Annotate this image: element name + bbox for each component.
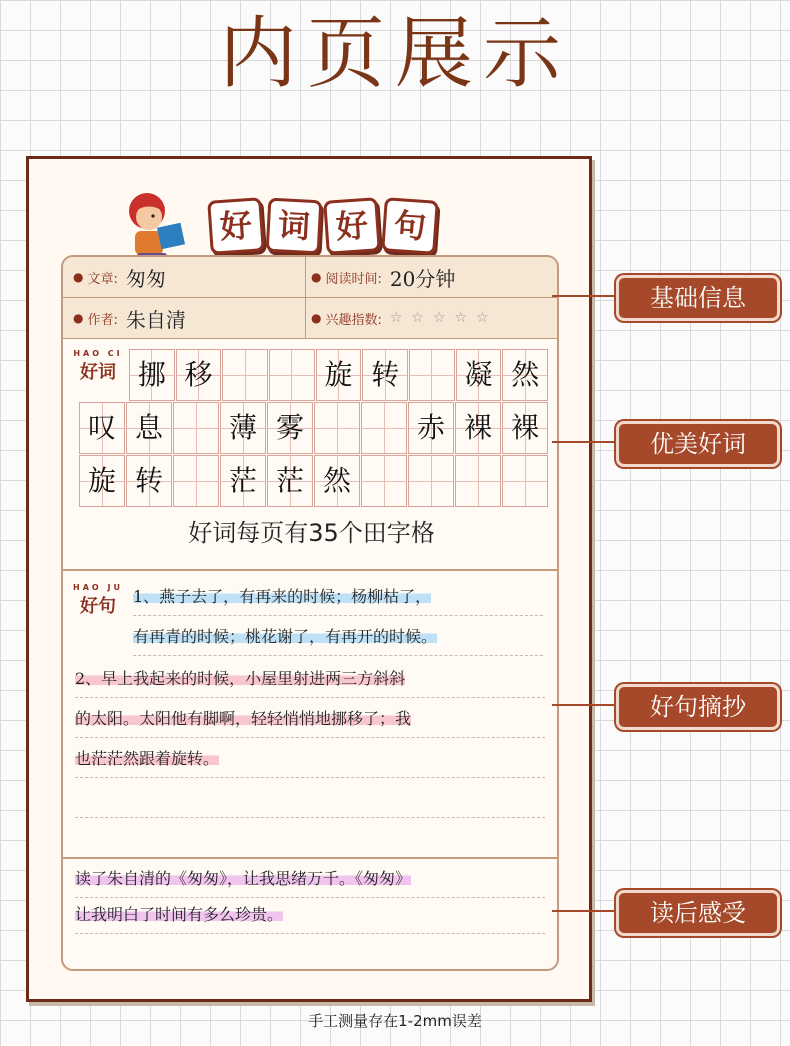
sentence-line [133,579,543,616]
good-words-section [63,339,557,571]
leader-line [552,910,618,912]
grid-cell [173,455,219,507]
tianzige-grid [79,349,544,549]
info-table [63,257,557,339]
badge-text: 好句 [80,596,116,617]
grid-cell: 然 [502,349,548,401]
grid-cell: 叹 [79,402,125,454]
grid-cell [409,349,455,401]
page-card [26,156,592,1002]
callout-good-words: 优美好词 [616,421,780,467]
grid-cell [502,455,548,507]
sentence-line [75,661,545,698]
good-sentences-section [63,569,557,859]
grid-row [129,349,549,401]
article-label: 文章: [87,271,118,287]
leader-line [552,295,618,297]
footnote: 手工测量存在1-2mm误差 [308,1012,482,1030]
grid-cell: 移 [176,349,222,401]
grid-cell [222,349,268,401]
bullet-icon: ● [73,311,84,325]
grid-cell [361,455,407,507]
article-field [73,257,303,297]
grid-cell: 转 [126,455,172,507]
badge-pinyin: HAO JU [73,583,123,592]
reflection-text: 读了朱自清的《匆匆》，让我思绪万千。《匆匆》 [75,869,412,888]
divider [305,257,306,339]
grid-cell: 薄 [220,402,266,454]
grid-cell [455,455,501,507]
sentence-text: 也茫茫然跟着旋转。 [75,749,220,768]
grid-cell: 凝 [456,349,502,401]
grid-cell [173,402,219,454]
reflection-text: 让我明白了时间有多么珍贵。 [75,905,284,924]
interest-label: 兴趣指数: [325,312,382,328]
sentence-line [75,701,545,738]
reflection-section [63,857,557,969]
reading-time-value: 20分钟 [389,266,456,291]
grid-row [79,455,549,507]
blank-line [75,781,545,818]
banner-char: 句 [381,197,439,255]
interest-field [311,298,551,338]
info-row [63,298,557,339]
author-label: 作者: [87,312,118,328]
banner-char: 好 [207,197,265,255]
sentence-text: 的太阳。太阳他有脚啊，轻轻悄悄地挪移了；我 [75,709,412,728]
reading-time-label: 阅读时间: [325,271,382,287]
grid-cell [361,402,407,454]
grid-cell [408,455,454,507]
callout-reflection: 读后感受 [616,890,780,936]
grid-cell: 茫 [220,455,266,507]
grid-cell: 雾 [267,402,313,454]
grid-cell: 挪 [129,349,175,401]
grid-cell: 裸 [502,402,548,454]
reflection-line [75,861,545,898]
badge-pinyin: HAO CI [73,349,123,358]
worksheet-frame [61,255,559,971]
sentence-text: 有再青的时候；桃花谢了，有再开的时候。 [133,627,438,646]
info-row [63,257,557,298]
author-field [73,298,303,338]
banner-char: 词 [266,198,323,255]
sentence-text: 2、早上我起来的时候，小屋里射进两三方斜斜 [75,669,406,688]
star-rating: ☆☆☆☆☆ [389,310,498,326]
callout-good-sentences: 好句摘抄 [616,684,780,730]
grid-cell [269,349,315,401]
leader-line [552,441,618,443]
banner-char: 好 [323,197,381,255]
author-value: 朱自清 [125,307,186,332]
blank-line [75,821,545,857]
leader-line [552,704,618,706]
grid-cell [314,402,360,454]
grid-cell: 赤 [408,402,454,454]
badge-text: 好词 [80,362,116,383]
bullet-icon: ● [73,270,84,284]
sentence-line [75,741,545,778]
grid-cell: 旋 [316,349,362,401]
page-title: 内页展示 [218,9,571,99]
bullet-icon: ● [311,270,322,284]
grid-cell: 然 [314,455,360,507]
article-value: 匆匆 [125,266,166,291]
grid-cell: 旋 [79,455,125,507]
grid-cell: 茫 [267,455,313,507]
grid-note: 好词每页有35个田字格 [188,519,435,547]
callout-basic-info: 基础信息 [616,275,780,321]
grid-cell: 息 [126,402,172,454]
grid-cell: 裸 [455,402,501,454]
sentence-text: 1、燕子去了，有再来的时候；杨柳枯了， [133,587,432,606]
reflection-line [75,897,545,934]
grid-row [79,402,549,454]
banner-title [209,199,437,259]
reading-time-field [311,257,551,297]
sentence-line [133,619,543,656]
grid-cell: 转 [362,349,408,401]
good-sentences-badge [73,583,123,618]
bullet-icon: ● [311,311,322,325]
